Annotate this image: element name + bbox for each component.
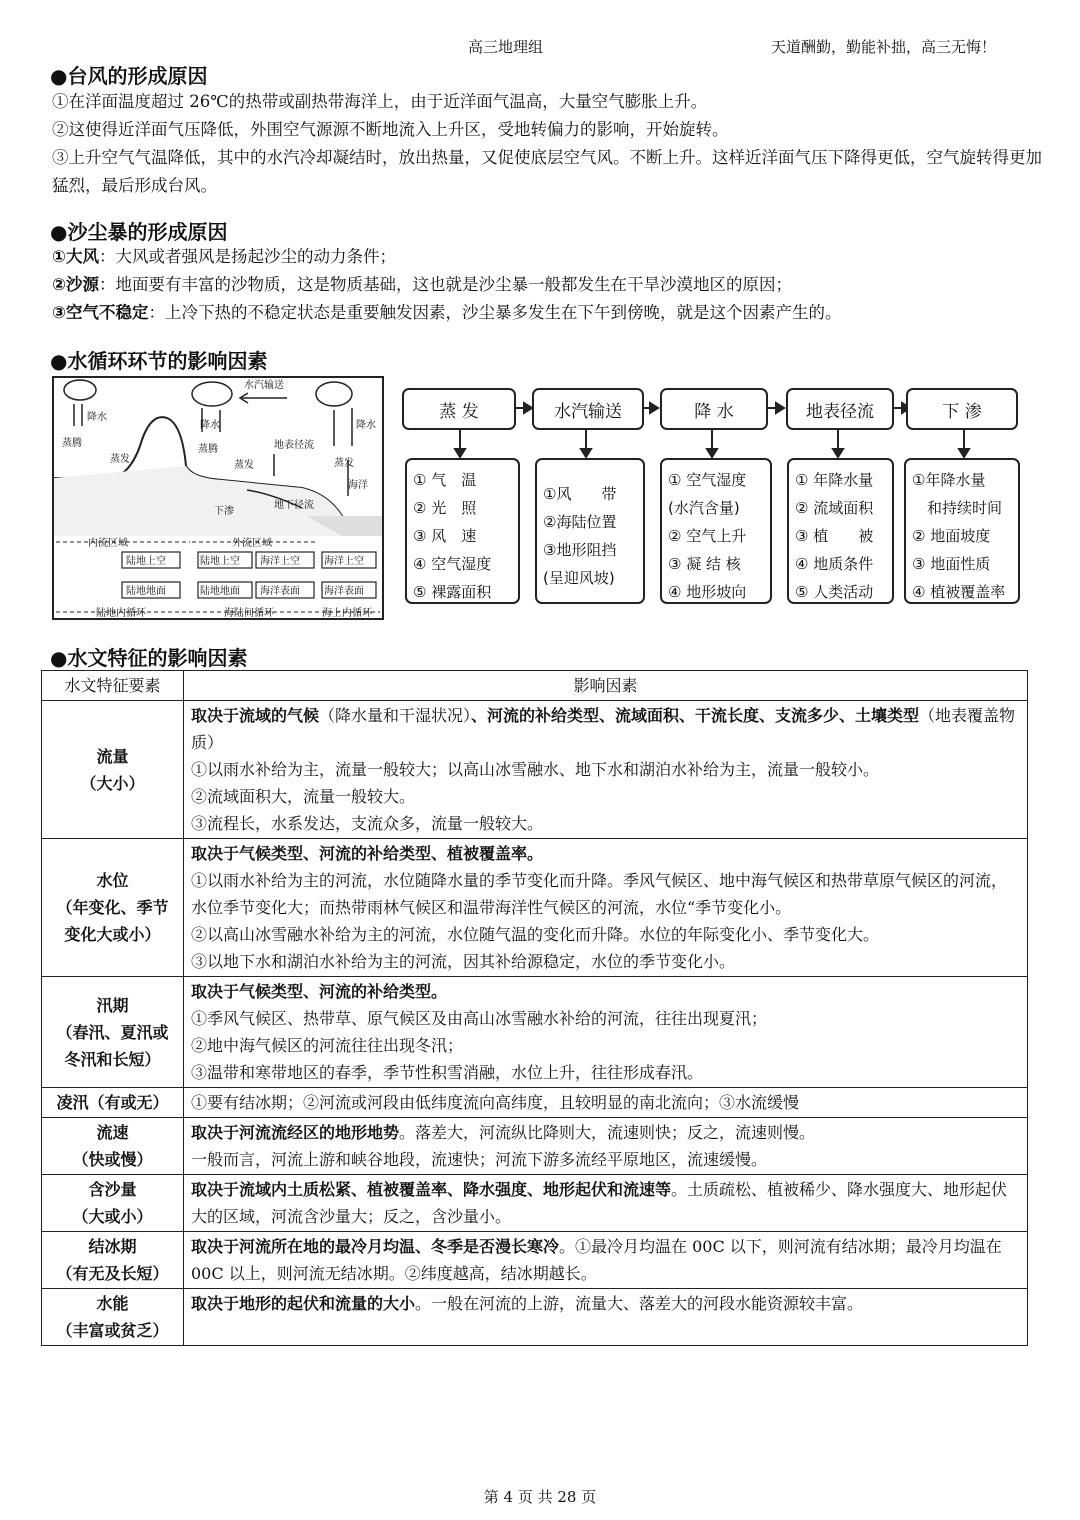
diagram-label: 陆地地面 xyxy=(200,586,240,597)
table-header-row xyxy=(42,671,1028,701)
diagram-label: 降水 xyxy=(87,412,107,423)
diagram-label: 地下径流 xyxy=(274,500,314,511)
factor-text: ②流域面积大，流量一般较大。 xyxy=(191,787,416,806)
factor-line xyxy=(191,978,1020,1005)
sandstorm-item-3 xyxy=(52,299,1042,327)
feature-label: 变化大或小） xyxy=(64,925,161,944)
factor-item: ③ 植 被 xyxy=(795,527,874,545)
factor-line xyxy=(191,1290,1020,1317)
factors-cell xyxy=(184,1289,1028,1346)
factors-cell xyxy=(184,1088,1028,1118)
feature-label: 水位 xyxy=(96,871,129,890)
factor-line xyxy=(191,783,1020,810)
factor-line xyxy=(191,1146,1020,1173)
factors-infiltration xyxy=(904,458,1020,604)
factor-text: ①季风气候区、热带草、原气候区及由高山冰雪融水补给的河流，往往出现夏汛； xyxy=(191,1009,768,1028)
feature-label: 结冰期 xyxy=(88,1237,137,1256)
typhoon-text xyxy=(52,88,1042,200)
diagram-label: 海洋上空 xyxy=(324,556,364,567)
feature-label: （有无及长短） xyxy=(56,1264,169,1283)
feature-cell xyxy=(42,1088,184,1118)
factor-item: ③ 风 速 xyxy=(413,527,477,545)
factor-item: ①年降水量 xyxy=(912,471,986,489)
flow-step-precipitation: 降 水 xyxy=(660,388,768,430)
feature-label: （快或慢） xyxy=(72,1150,153,1169)
table-body xyxy=(42,701,1028,1346)
sandstorm-item-2 xyxy=(52,271,1042,299)
table-row xyxy=(42,701,1028,839)
section-title-sandstorm: ●沙尘暴的形成原因 xyxy=(50,220,228,244)
factor-text: ③流程长，水系发达，支流众多，流量一般较大。 xyxy=(191,814,544,833)
factors-evaporation xyxy=(405,458,520,604)
section-title-water-cycle: ●水循环环节的影响因素 xyxy=(50,349,268,373)
table-row xyxy=(42,977,1028,1088)
factor-line xyxy=(191,756,1020,783)
factor-item: ⑤ 裸露面积 xyxy=(413,583,492,601)
factor-emphasis: 取决于流域内土质松紧、植被覆盖率、降水强度、地形起伏和流速等 xyxy=(191,1180,672,1199)
feature-cell xyxy=(42,1289,184,1346)
sandstorm-text xyxy=(52,243,1042,327)
factor-line xyxy=(191,867,1020,921)
feature-cell xyxy=(42,1232,184,1289)
factor-emphasis: 、河流的补给类型、流域面积、干流长度、支流多少、土壤类型 xyxy=(471,706,920,725)
water-cycle-diagram xyxy=(52,376,384,620)
factor-item: ② 地面坡度 xyxy=(912,527,991,545)
feature-label: 凌汛（有或无） xyxy=(56,1093,169,1112)
feature-label: （丰富或贫乏） xyxy=(56,1321,169,1340)
feature-label: 流量 xyxy=(96,746,129,766)
diagram-label: 海陆间循环 xyxy=(224,608,274,619)
factor-item: ① 气 温 xyxy=(413,471,477,489)
factor-item: ④ 空气湿度 xyxy=(413,555,492,573)
factor-text: 一般而言，河流上游和峡谷地段，流速快；河流下游多流经平原地区，流速缓慢。 xyxy=(191,1150,768,1169)
factor-text: 。落差大，河流纵比降则大，流速则快；反之，流速则慢。 xyxy=(399,1123,816,1142)
factor-line xyxy=(191,810,1020,837)
diagram-label: 海洋 xyxy=(348,480,368,491)
diagram-label: 海洋表面 xyxy=(324,586,364,597)
factor-line xyxy=(191,1089,1020,1116)
header-group: 高三地理组 xyxy=(468,38,544,56)
feature-cell xyxy=(42,839,184,977)
feature-label: 流速 xyxy=(96,1123,129,1142)
factor-text: ③温带和寒带地区的春季，季节性积雪消融，水位上升，往往形成春汛。 xyxy=(191,1063,704,1082)
sandstorm-desc: ：上冷下热的不稳定状态是重要触发因素，沙尘暴多发生在下午到傍晚，就是这个因素产生的。 xyxy=(148,303,842,322)
factor-emphasis: 取决于河流流经区的地形地势 xyxy=(191,1123,400,1142)
factor-item: ④ 地质条件 xyxy=(795,555,874,573)
factor-emphasis: 取决于气候类型、河流的补给类型。 xyxy=(191,982,448,1001)
factor-line xyxy=(191,1119,1020,1146)
diagram-label: 水汽输送 xyxy=(244,380,284,391)
feature-cell xyxy=(42,977,184,1088)
diagram-label: 海洋上空 xyxy=(260,556,300,567)
diagram-label: 陆地内循环 xyxy=(96,608,146,619)
flow-step-infiltration: 下 渗 xyxy=(906,388,1018,430)
factor-text: 。①最冷月均温在 00C 以下，则河流有结冰期；最冷月均温在 00C 以上，则河流无结冰期。②纬度越高，结冰期越长。 xyxy=(191,1237,1002,1283)
table-row xyxy=(42,1118,1028,1175)
table-row xyxy=(42,1088,1028,1118)
factor-item: ③ 凝 结 核 xyxy=(668,555,741,573)
factor-item: ① 年降水量 xyxy=(795,471,874,489)
factor-item: ③地形阻挡 xyxy=(543,541,617,559)
typhoon-line-2: ②这使得近洋面气压降低，外围空气源源不断地流入上升区，受地转偏力的影响，开始旋转。 xyxy=(52,120,729,139)
factors-surface-runoff xyxy=(787,458,894,604)
feature-label: 含沙量 xyxy=(88,1180,137,1199)
diagram-label: 降水 xyxy=(200,420,220,431)
factor-line xyxy=(191,1032,1020,1059)
feature-label: （大小） xyxy=(80,773,145,793)
factor-item: ① 空气湿度 xyxy=(668,471,747,489)
column-header-factors: 影响因素 xyxy=(184,671,1028,701)
factor-item: ④ 地形坡向 xyxy=(668,583,747,601)
factor-text: ②以高山冰雪融水补给为主的河流，水位随气温的变化而升降。水位的年际变化小、季节变化大。 xyxy=(191,925,880,944)
factor-line xyxy=(191,921,1020,948)
factor-item: (水汽含量) xyxy=(668,499,740,517)
column-header-feature: 水文特征要素 xyxy=(42,671,184,701)
factors-cell xyxy=(184,701,1028,839)
factor-item: ④ 植被覆盖率 xyxy=(912,583,1006,601)
factors-cell xyxy=(184,1175,1028,1232)
factors-precipitation xyxy=(660,458,772,604)
feature-label: （大或小） xyxy=(72,1207,153,1226)
factors-cell xyxy=(184,977,1028,1088)
factor-emphasis: 取决于河流所在地的最冷月均温、冬季是否漫长寒冷 xyxy=(191,1237,560,1256)
feature-label: 冬汛和长短） xyxy=(64,1049,161,1069)
factor-text: ②地中海气候区的河流往往出现冬汛； xyxy=(191,1036,464,1055)
section-title-typhoon: ●台风的形成原因 xyxy=(50,64,208,88)
feature-cell xyxy=(42,701,184,839)
sandstorm-desc: ：地面要有丰富的沙物质，这是物质基础，这也就是沙尘暴一般都发生在干旱沙漠地区的原因； xyxy=(98,275,792,294)
sandstorm-term: ①大风 xyxy=(52,247,99,266)
feature-label: 水能 xyxy=(96,1294,129,1313)
feature-label: 汛期 xyxy=(96,995,129,1015)
table-row xyxy=(42,1175,1028,1232)
factor-text: 。土质疏松、植被稀少、降水强度大、地形起伏大的区域，河流含沙量大；反之，含沙量小。 xyxy=(191,1180,1008,1226)
factor-text: ①要有结冰期；②河流或河段由低纬度流向高纬度，且较明显的南北流向；③水流缓慢 xyxy=(191,1093,800,1112)
feature-cell xyxy=(42,1175,184,1232)
factor-line xyxy=(191,1176,1020,1230)
factor-text: ①以雨水补给为主，流量一般较大；以高山冰雪融水、地下水和湖泊水补给为主，流量一般较小。 xyxy=(191,760,880,779)
factor-text: 。一般在河流的上游，流量大、落差大的河段水能资源较丰富。 xyxy=(415,1294,864,1313)
factor-line xyxy=(191,1059,1020,1086)
diagram-label: 蒸发 xyxy=(334,458,354,469)
diagram-label: 下渗 xyxy=(214,506,234,517)
diagram-label: 外流区域 xyxy=(232,538,272,549)
factor-emphasis: 取决于气候类型、河流的补给类型、植被覆盖率。 xyxy=(191,844,544,863)
factor-line xyxy=(191,948,1020,975)
factor-item: ② 流域面积 xyxy=(795,499,874,517)
diagram-label: 内流区域 xyxy=(88,538,128,549)
factor-item: ②海陆位置 xyxy=(543,513,617,531)
diagram-label: 陆地上空 xyxy=(126,556,166,567)
diagram-label: 地表径流 xyxy=(274,440,314,451)
diagram-label: 陆地地面 xyxy=(126,586,166,597)
diagram-label: 陆地上空 xyxy=(200,556,240,567)
factor-emphasis: 取决于流域的气候 xyxy=(191,706,320,725)
typhoon-line-1: ①在洋面温度超过 26℃的热带或副热带海洋上，由于近洋面气温高，大量空气膨胀上升。 xyxy=(52,92,708,111)
hydrology-table xyxy=(41,670,1028,1346)
diagram-label: 蒸腾 xyxy=(198,444,218,455)
flow-step-evaporation: 蒸 发 xyxy=(402,388,516,430)
factor-text: ①以雨水补给为主的河流，水位随降水量的季节变化而升降。季风气候区、地中海气候区和热带草原气候区的河流，水位季节变化大；而热带雨林气候区和温带海洋性气候区的河流，水位“季节变化小。 xyxy=(191,871,1008,917)
section-title-hydrology: ●水文特征的影响因素 xyxy=(50,646,248,670)
feature-label: （年变化、季节 xyxy=(56,898,169,917)
table-row xyxy=(42,1232,1028,1289)
diagram-label: 蒸发 xyxy=(110,454,130,465)
factor-line xyxy=(191,1233,1020,1287)
factors-cell xyxy=(184,1232,1028,1289)
flow-step-vapor-transport: 水汽输送 xyxy=(532,388,644,430)
factor-item: ⑤ 人类活动 xyxy=(795,583,874,601)
sandstorm-term: ②沙源 xyxy=(52,275,99,294)
factor-line xyxy=(191,840,1020,867)
feature-label: （春汛、夏汛或 xyxy=(56,1022,169,1042)
feature-cell xyxy=(42,1118,184,1175)
factor-text: （降水量和干湿状况） xyxy=(319,706,472,725)
sandstorm-desc: ：大风或者强风是扬起沙尘的动力条件； xyxy=(98,247,396,266)
factor-item: ①风 带 xyxy=(543,485,617,503)
sandstorm-item-1 xyxy=(52,243,1042,271)
factors-cell xyxy=(184,1118,1028,1175)
factor-text: （地表覆盖物质） xyxy=(191,706,1016,752)
factor-item: ③ 地面性质 xyxy=(912,555,991,573)
diagram-label: 海上内循环 xyxy=(322,608,372,619)
factor-text: ③以地下水和湖泊水补给为主的河流，因其补给源稳定，水位的季节变化小。 xyxy=(191,952,736,971)
factors-cell xyxy=(184,839,1028,977)
diagram-label: 海洋表面 xyxy=(260,586,300,597)
table-row xyxy=(42,1289,1028,1346)
diagram-label: 蒸发 xyxy=(234,460,254,471)
factor-line xyxy=(191,1005,1020,1032)
diagram-label: 蒸腾 xyxy=(62,438,82,449)
sandstorm-term: ③空气不稳定 xyxy=(52,303,149,322)
page-number: 第 4 页 共 28 页 xyxy=(483,1488,597,1506)
diagram-label: 降水 xyxy=(356,420,376,431)
header-motto: 天道酬勤，勤能补拙，高三无悔！ xyxy=(771,38,997,56)
typhoon-line-3: ③上升空气气温降低，其中的水汽冷却凝结时，放出热量，又促使底层空气风。不断上升。这样近洋面气压下降得更低，空气旋转得更加猛烈，最后形成台风。 xyxy=(52,148,1042,195)
factor-item: 和持续时间 xyxy=(912,499,1003,517)
factor-item: (呈迎风坡) xyxy=(543,569,615,587)
factor-item: ② 光 照 xyxy=(413,499,477,517)
table-row xyxy=(42,839,1028,977)
factor-item: ② 空气上升 xyxy=(668,527,747,545)
flow-step-surface-runoff: 地表径流 xyxy=(786,388,894,430)
factors-vapor-transport xyxy=(535,458,645,604)
factor-emphasis: 取决于地形的起伏和流量的大小 xyxy=(191,1294,416,1313)
factor-line xyxy=(191,702,1020,756)
